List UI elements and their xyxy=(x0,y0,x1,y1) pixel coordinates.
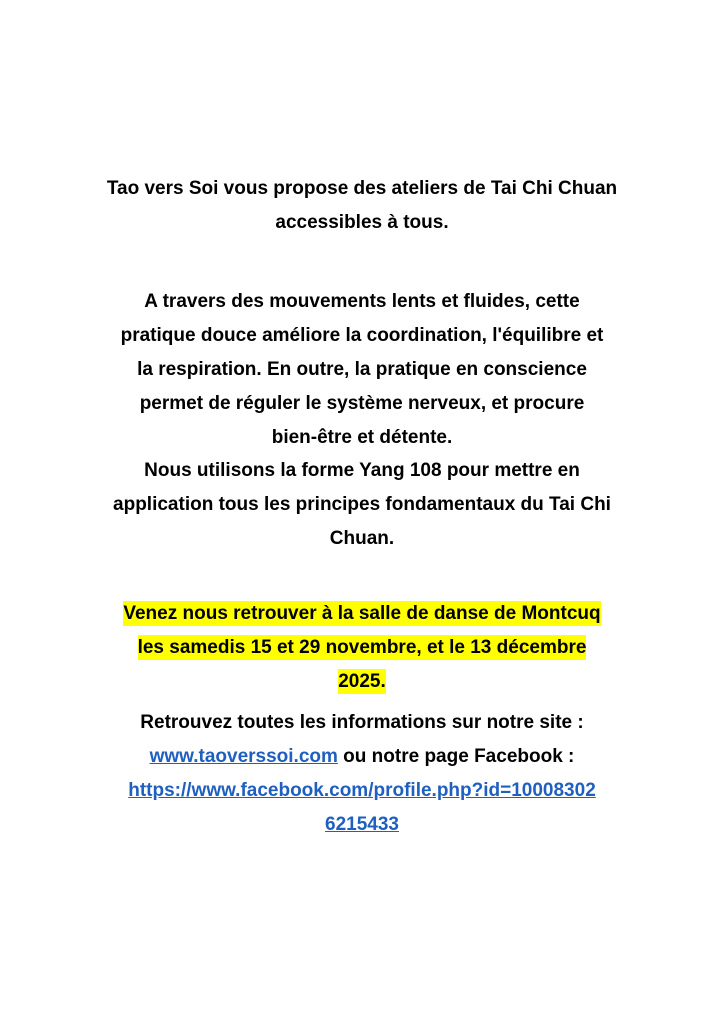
event-paragraph xyxy=(60,597,664,699)
facebook-intro-text: ou notre page Facebook : xyxy=(337,746,575,767)
method-line: Nous utilisons la forme Yang 108 pour mettre en xyxy=(144,460,580,481)
contact-line xyxy=(60,740,664,774)
website-link[interactable]: www.taoverssoi.com xyxy=(149,746,338,767)
benefits-line: A travers des mouvements lents et fluides, cette xyxy=(144,291,580,312)
benefits-line: bien-être et détente. xyxy=(271,427,453,448)
contact-line xyxy=(60,808,664,842)
method-line: Chuan. xyxy=(329,528,395,549)
facebook-link-continued[interactable]: 6215433 xyxy=(325,814,399,835)
event-line xyxy=(60,631,664,665)
method-line: application tous les principes fondamentaux du Tai Chi xyxy=(113,494,611,515)
intro-line: Tao vers Soi vous propose des ateliers de Tai Chi Chuan xyxy=(106,178,618,199)
event-line xyxy=(60,597,664,631)
contact-paragraph xyxy=(60,706,664,842)
benefits-line: la respiration. En outre, la pratique en conscience xyxy=(137,359,587,380)
intro-paragraph xyxy=(60,172,664,240)
facebook-link[interactable]: https://www.facebook.com/profile.php?id=10008302 xyxy=(128,780,596,801)
benefits-line: permet de réguler le système nerveux, et procure xyxy=(139,393,585,414)
contact-line: Retrouvez toutes les informations sur notre site : xyxy=(140,712,584,733)
benefits-paragraph xyxy=(60,285,664,455)
event-highlight: les samedis 15 et 29 novembre, et le 13 décembre xyxy=(137,637,587,658)
intro-line: accessibles à tous. xyxy=(275,212,449,233)
contact-line xyxy=(60,774,664,808)
event-line xyxy=(60,665,664,699)
method-paragraph xyxy=(60,454,664,556)
event-highlight: Venez nous retrouver à la salle de danse de Montcuq xyxy=(123,603,601,624)
event-highlight: 2025. xyxy=(338,671,386,692)
benefits-line: pratique douce améliore la coordination, l'équilibre et xyxy=(120,325,604,346)
